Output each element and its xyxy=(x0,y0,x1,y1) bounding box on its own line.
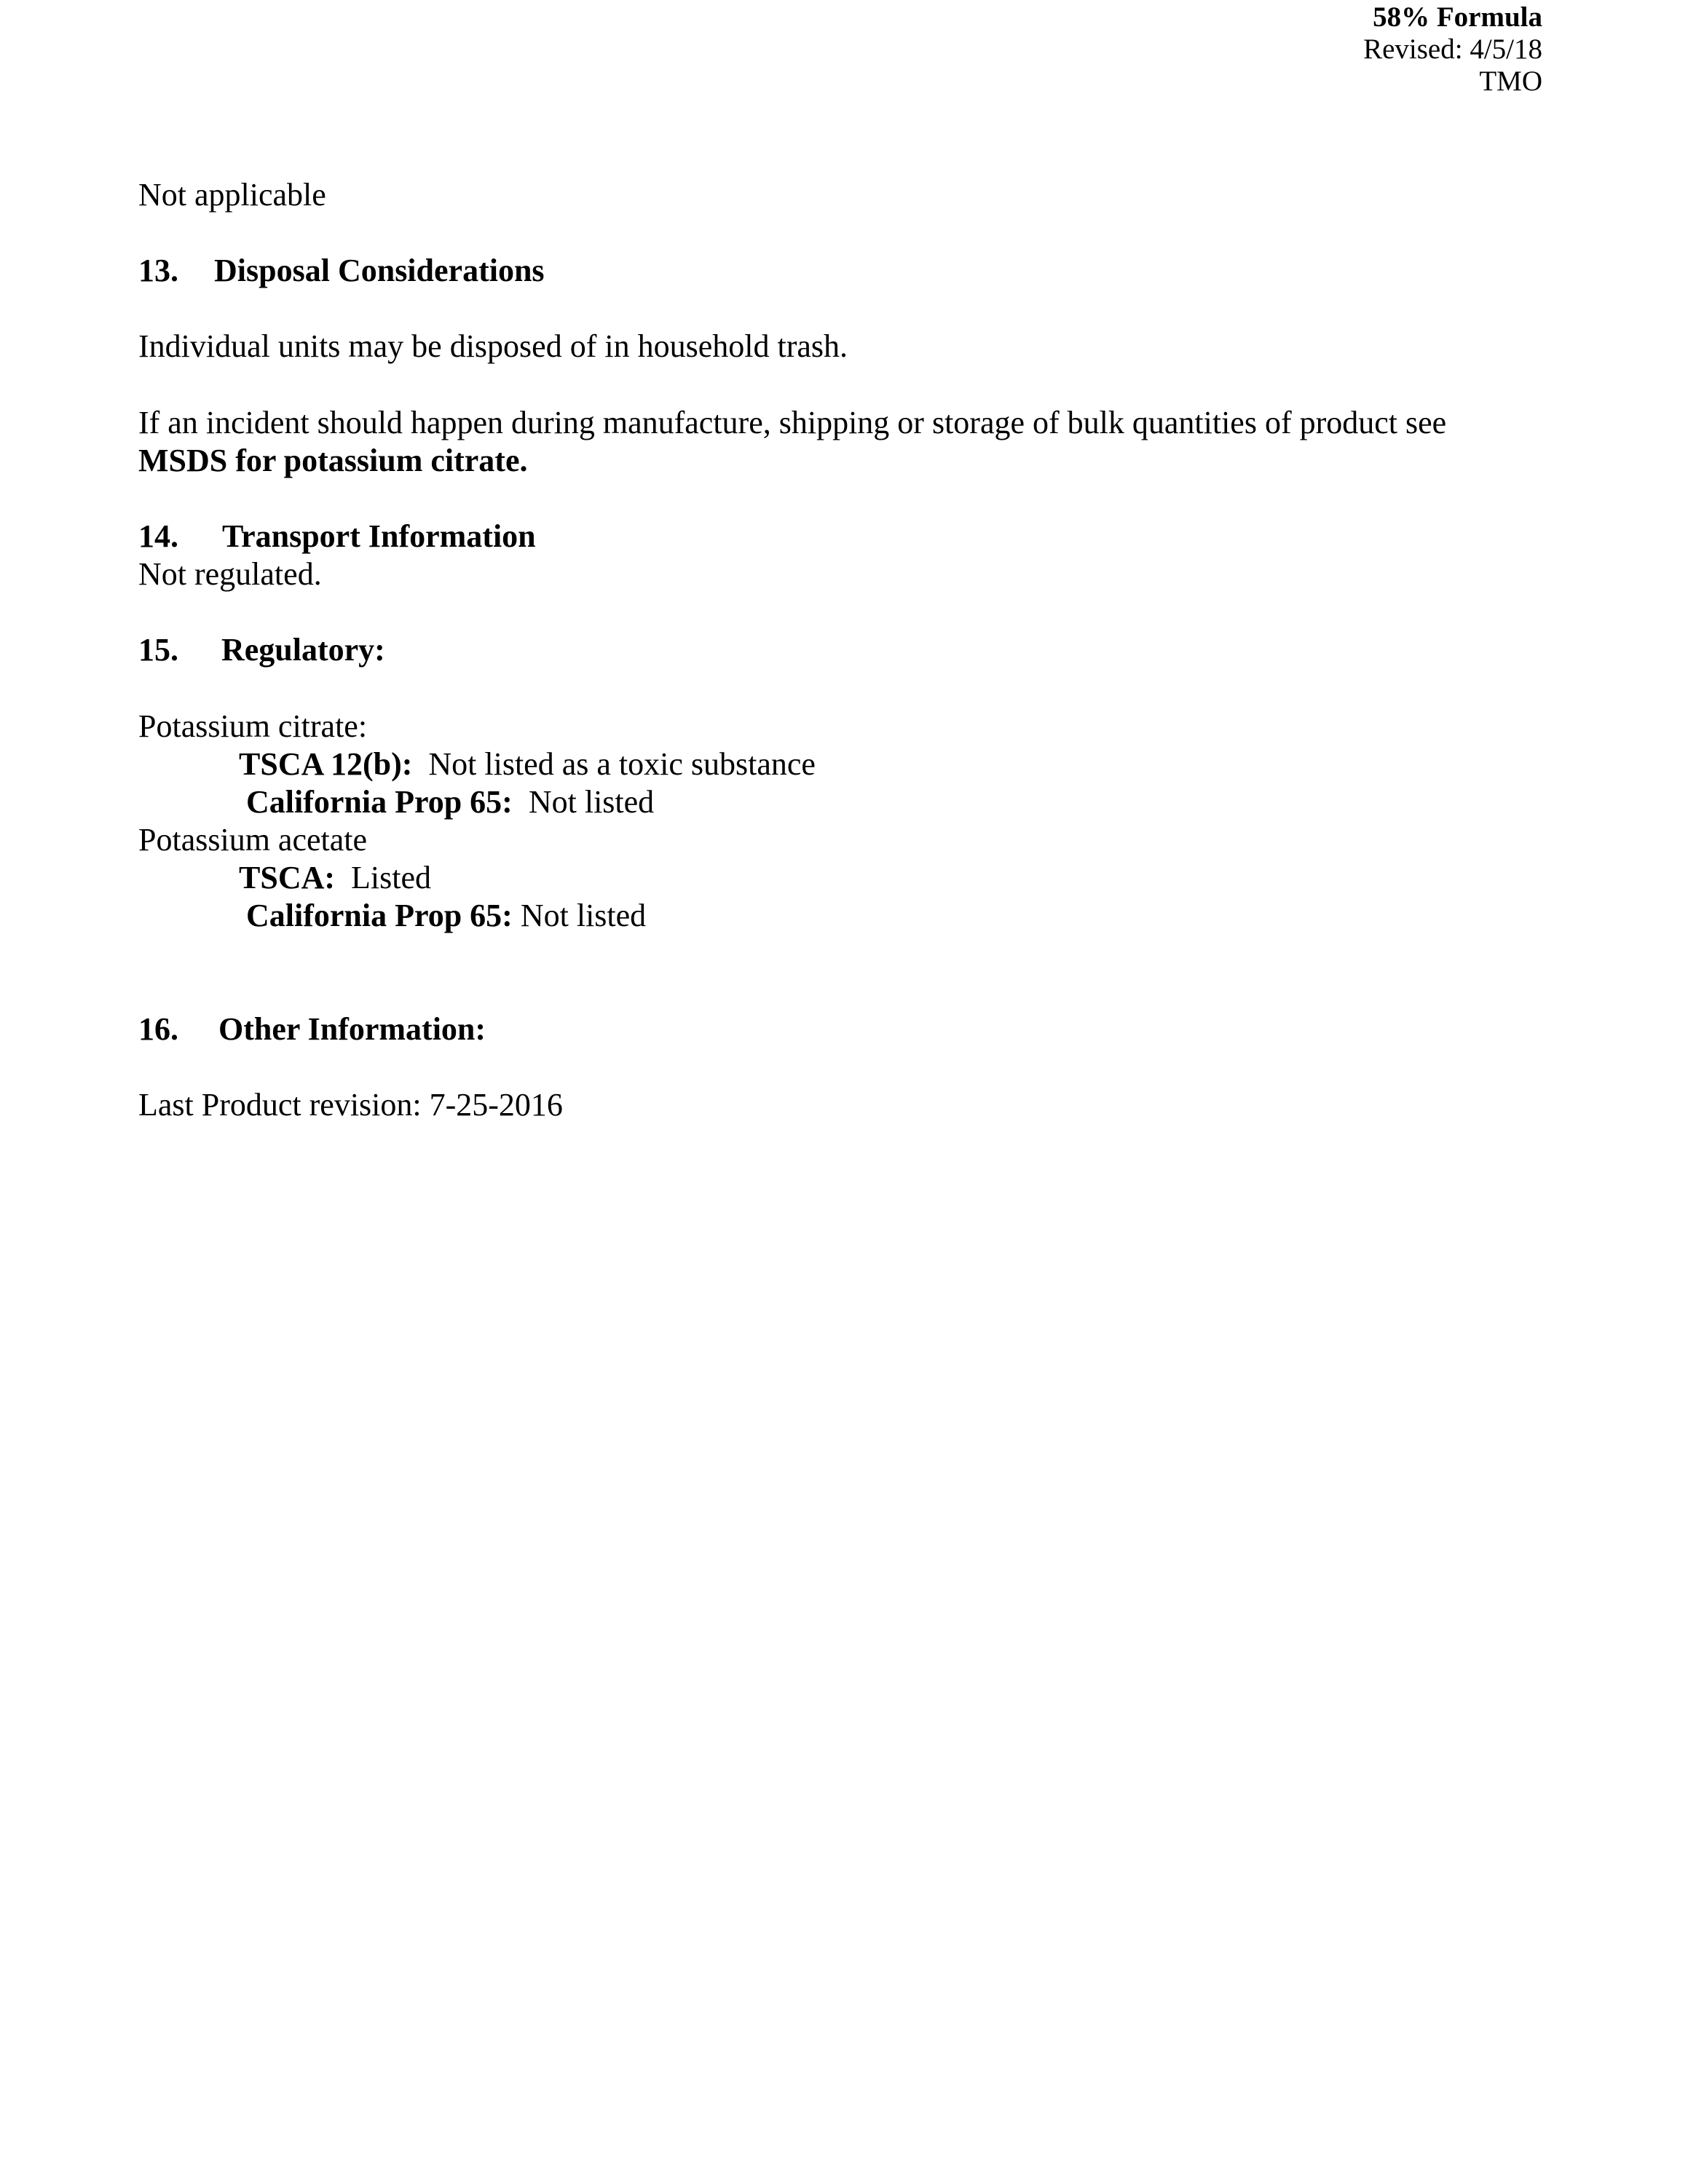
substance-name: Potassium acetate xyxy=(138,822,368,858)
regulatory-value: Listed xyxy=(351,860,432,895)
section-title: Other Information: xyxy=(218,1011,486,1047)
substance-name: Potassium citrate: xyxy=(138,708,368,744)
regulatory-label: California Prop 65: xyxy=(246,898,513,933)
regulatory-label: TSCA: xyxy=(239,860,336,895)
section-number: 16. xyxy=(138,1011,178,1047)
last-revision-text: Last Product revision: 7-25-2016 xyxy=(138,1087,563,1123)
section-15-heading xyxy=(138,631,385,669)
document-header xyxy=(1363,1,1542,98)
formula-label: 58% Formula xyxy=(1373,1,1542,33)
section-title: Transport Information xyxy=(222,518,536,554)
disposal-paragraph-2: If an incident should happen during manufacture, shipping or storage of bulk quantities of product see xyxy=(138,405,1447,440)
section-number: 14. xyxy=(138,518,178,554)
author-initials: TMO xyxy=(1479,66,1542,97)
section-title: Disposal Considerations xyxy=(214,253,545,288)
section-title: Regulatory: xyxy=(221,632,385,668)
section-13-heading xyxy=(138,252,545,290)
section-number: 15. xyxy=(138,632,178,668)
regulatory-label: TSCA 12(b): xyxy=(239,746,413,782)
section-16-heading xyxy=(138,1010,486,1048)
transport-text: Not regulated. xyxy=(138,556,322,592)
regulatory-label: California Prop 65: xyxy=(246,784,513,820)
msds-reference: MSDS for potassium citrate. xyxy=(138,443,528,478)
intro-text: Not applicable xyxy=(138,177,326,213)
regulatory-item xyxy=(246,783,654,821)
disposal-paragraph-1: Individual units may be disposed of in household trash. xyxy=(138,328,848,364)
section-14-heading xyxy=(138,518,536,555)
section-number: 13. xyxy=(138,253,178,288)
regulatory-item xyxy=(246,897,646,935)
regulatory-value: Not listed as a toxic substance xyxy=(428,746,816,782)
regulatory-item xyxy=(239,745,816,783)
regulatory-item xyxy=(239,859,431,897)
revised-date: Revised: 4/5/18 xyxy=(1363,33,1542,65)
regulatory-value: Not listed xyxy=(520,898,647,933)
regulatory-value: Not listed xyxy=(528,784,655,820)
